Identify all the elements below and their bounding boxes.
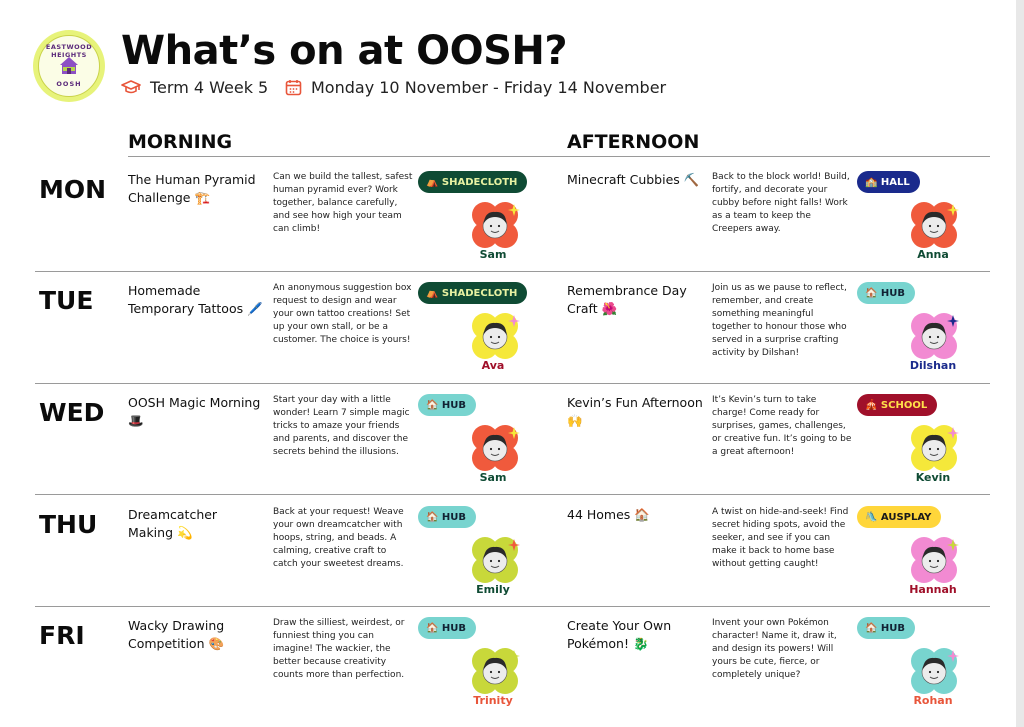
row-divider	[35, 271, 990, 272]
afternoon-activity-description: A twist on hide-and-seek! Find secret hiding spots, avoid the seeker, and see if you can make it back to home base without getting caught!	[712, 507, 849, 569]
morning-activity-title: Wacky Drawing Competition 🎨	[128, 618, 225, 651]
morning-location-badge: 🏠 HUB	[418, 506, 476, 528]
afternoon-activity-title: Create Your Own Pokémon! 🐉	[567, 618, 672, 651]
afternoon-location-badge: 🛝 AUSPLAY	[857, 506, 941, 528]
graduation-cap-icon	[121, 80, 141, 96]
eastwood-heights-oosh-logo	[33, 30, 105, 102]
morning-staff-avatar	[470, 535, 520, 585]
morning-staff-avatar	[470, 423, 520, 473]
avatar-hannah	[909, 535, 959, 585]
morning-location-badge: ⛺ SHADECLOTH	[418, 171, 527, 193]
avatar-dilshan	[909, 311, 959, 361]
morning-staff-name: Sam	[479, 248, 507, 261]
afternoon-activity-title: Kevin’s Fun Afternoon 🙌	[567, 395, 703, 428]
afternoon-location-badge: 🏫 HALL	[857, 171, 920, 193]
afternoon-activity-description: Invent your own Pokémon character! Name it, draw it, and design its powers! Will yours be cute, fierce, or completely unique?	[712, 618, 837, 680]
afternoon-activity-description: Back to the block world! Build, fortify, and decorate your cubby before night falls! Work as a team to keep the Creepers away.	[712, 172, 850, 234]
afternoon-activity-title: 44 Homes 🏠	[567, 507, 650, 522]
term-week-label: Term 4 Week 5	[150, 78, 269, 97]
afternoon-activity-title: Remembrance Day Craft 🌺	[567, 283, 687, 316]
afternoon-activity-description: It’s Kevin’s turn to take charge! Come ready for surprises, games, challenges, or creative fun. It’s going to be a great afternoon!	[712, 395, 852, 457]
day-label-fri: FRI	[39, 621, 85, 650]
afternoon-activity-description: Join us as we pause to reflect, remember, and create something meaningful together to honour those who served in a surprise crafting activity by Dilshan!	[712, 283, 847, 358]
day-label-mon: MON	[39, 175, 107, 204]
avatar-anna	[909, 200, 959, 250]
morning-activity-description: An anonymous suggestion box request to design and wear your own tattoo creations! Set up your own stall, or be a customer. The choice is yours!	[273, 283, 412, 345]
afternoon-staff-name: Rohan	[913, 694, 953, 707]
calendar-icon	[285, 79, 302, 96]
house-logo-icon	[59, 56, 79, 76]
page-title: What’s on at OOSH?	[121, 28, 568, 74]
avatar-sam	[470, 423, 520, 473]
morning-activity-description: Draw the silliest, weirdest, or funniest thing you can imagine! The wackier, the better because creativity counts more than perfection.	[273, 618, 405, 680]
row-divider	[35, 606, 990, 607]
morning-activity-description: Start your day with a little wonder! Learn 7 simple magic tricks to amaze your friends and parents, and discover the secrets behind the illusions.	[273, 395, 410, 457]
morning-activity-title: Homemade Temporary Tattoos 🖊️	[128, 283, 263, 316]
avatar-rohan	[909, 646, 959, 696]
avatar-emily	[470, 535, 520, 585]
day-label-tue: TUE	[39, 286, 94, 315]
morning-heading: MORNING	[128, 131, 233, 153]
date-range-info	[285, 78, 666, 97]
morning-staff-name: Emily	[476, 583, 510, 596]
morning-location-badge: 🏠 HUB	[418, 394, 476, 416]
term-info	[121, 78, 268, 97]
afternoon-staff-avatar	[909, 423, 959, 473]
morning-staff-name: Trinity	[473, 694, 513, 707]
avatar-sam	[470, 200, 520, 250]
logo-badge	[38, 35, 100, 97]
afternoon-activity-title: Minecraft Cubbies ⛏️	[567, 172, 700, 187]
morning-staff-avatar	[470, 646, 520, 696]
morning-activity-title: OOSH Magic Morning 🎩	[128, 395, 261, 428]
page-edge	[1016, 0, 1024, 727]
afternoon-staff-name: Dilshan	[909, 359, 957, 372]
afternoon-staff-avatar	[909, 535, 959, 585]
morning-location-badge: 🏠 HUB	[418, 617, 476, 639]
avatar-kevin	[909, 423, 959, 473]
afternoon-staff-name: Anna	[917, 248, 949, 261]
morning-activity-description: Can we build the tallest, safest human pyramid ever? Work together, balance carefully, and see how high your team can climb!	[273, 172, 413, 234]
morning-activity-description: Back at your request! Weave your own dreamcatcher with hoops, string, and beads. A calming, creative craft to catch your sweetest dreams.	[273, 507, 404, 569]
logo-top-text: EASTWOOD HEIGHTS	[45, 43, 93, 59]
afternoon-staff-avatar	[909, 646, 959, 696]
morning-activity-title: Dreamcatcher Making 💫	[128, 507, 218, 540]
afternoon-location-badge: 🏠 HUB	[857, 282, 915, 304]
date-range-label: Monday 10 November - Friday 14 November	[311, 78, 667, 97]
avatar-ava	[470, 311, 520, 361]
morning-activity-title: The Human Pyramid Challenge 🏗️	[128, 172, 256, 205]
row-divider	[35, 383, 990, 384]
header-divider	[128, 156, 990, 157]
day-label-thu: THU	[39, 510, 98, 539]
morning-staff-avatar	[470, 200, 520, 250]
afternoon-staff-avatar	[909, 200, 959, 250]
morning-staff-name: Ava	[481, 359, 505, 372]
row-divider	[35, 494, 990, 495]
morning-location-badge: ⛺ SHADECLOTH	[418, 282, 527, 304]
afternoon-location-badge: 🏠 HUB	[857, 617, 915, 639]
logo-bottom-text: OOSH	[56, 80, 82, 88]
afternoon-staff-name: Kevin	[915, 471, 951, 484]
afternoon-heading: AFTERNOON	[567, 131, 700, 153]
morning-staff-name: Sam	[479, 471, 507, 484]
afternoon-location-badge: 🎪 SCHOOL	[857, 394, 937, 416]
afternoon-staff-avatar	[909, 311, 959, 361]
day-label-wed: WED	[39, 398, 105, 427]
avatar-trinity	[470, 646, 520, 696]
afternoon-staff-name: Hannah	[909, 583, 957, 596]
morning-staff-avatar	[470, 311, 520, 361]
